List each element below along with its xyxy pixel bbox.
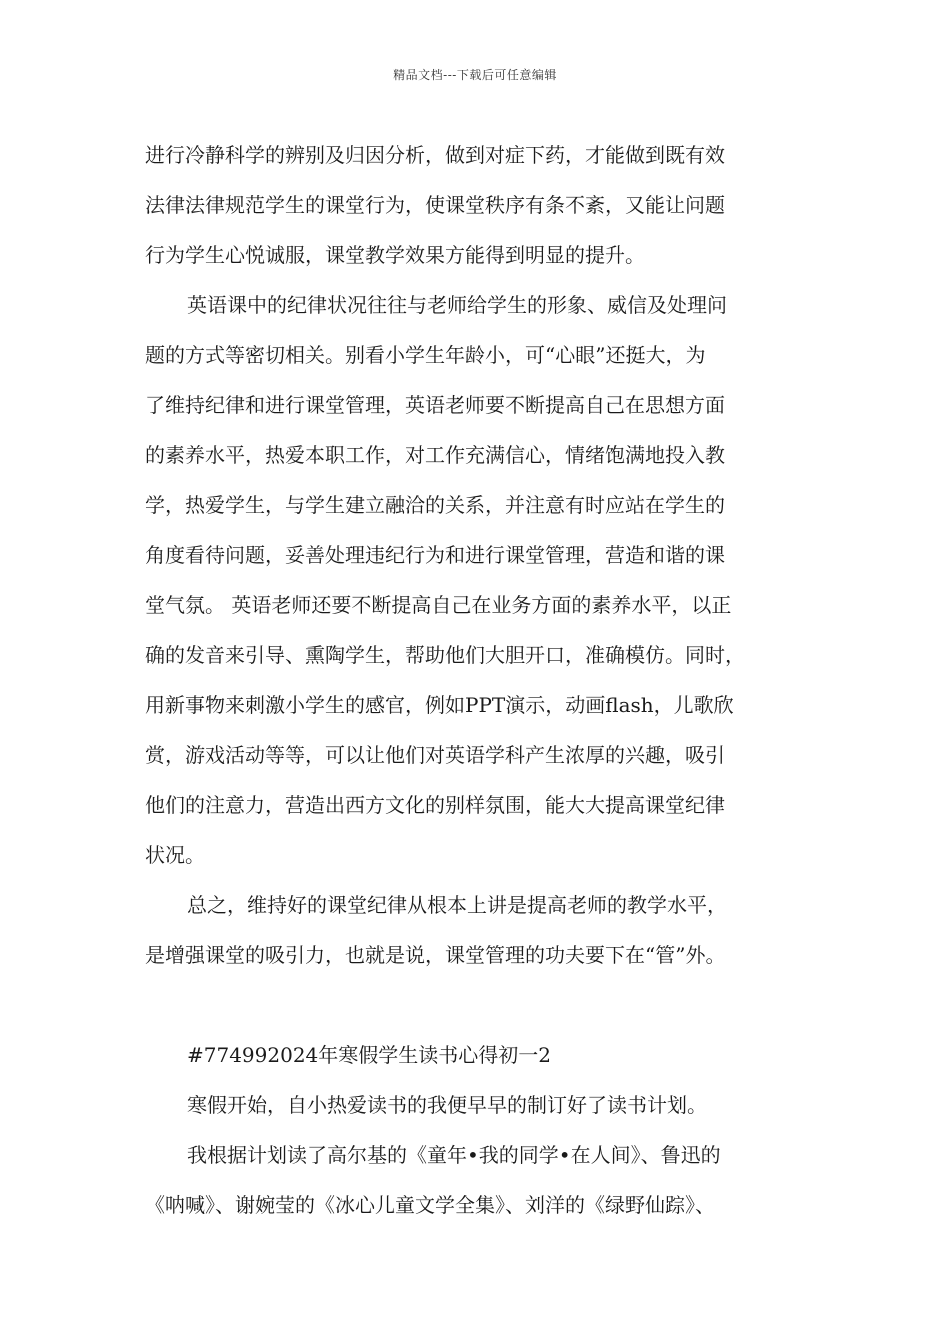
text-line: 角度看待问题，妥善处理违纪行为和进行课堂管理，营造和谐的课: [145, 543, 725, 567]
text-line: 学，热爱学生，与学生建立融洽的关系，并注意有时应站在学生的: [145, 493, 725, 517]
paragraph-spacer: [145, 980, 825, 1030]
text-line: 了维持纪律和进行课堂管理，英语老师要不断提高自己在思想方面: [145, 393, 725, 417]
text-line: 是增强课堂的吸引力，也就是说，课堂管理的功夫要下在“管”外。: [145, 943, 726, 967]
text-line: 题的方式等密切相关。别看小学生年龄小，可“心眼”还挺大，为: [145, 343, 706, 367]
text-line: 赏，游戏活动等等，可以让他们对英语学科产生浓厚的兴趣，吸引: [145, 743, 725, 767]
paragraph: [145, 1130, 825, 1230]
text-line: 行为学生心悦诚服，课堂教学效果方能得到明显的提升。: [145, 243, 645, 267]
text-line: 堂气氛。 英语老师还要不断提高自己在业务方面的素养水平，以正: [145, 593, 732, 617]
paragraph: [145, 130, 825, 280]
paragraph: [145, 280, 825, 880]
text-line: 法律法律规范学生的课堂行为，使课堂秩序有条不紊，又能让问题: [145, 193, 725, 217]
text-line: 他们的注意力，营造出西方文化的别样氛围，能大大提高课堂纪律: [145, 793, 725, 817]
document-body: [145, 130, 825, 1230]
paragraph: [145, 1080, 825, 1130]
text-line: 总之，维持好的课堂纪律从根本上讲是提高老师的教学水平，: [187, 893, 727, 917]
text-line: 用新事物来刺激小学生的感官，例如PPT演示，动画flash，儿歌欣: [145, 693, 734, 717]
text-line: 英语课中的纪律状况往往与老师给学生的形象、威信及处理问: [187, 293, 727, 317]
section-heading: #774992024年寒假学生读书心得初一2: [187, 1043, 552, 1067]
text-line: 《呐喊》、谢婉莹的《冰心儿童文学全集》、刘洋的《绿野仙踪》、: [145, 1193, 715, 1217]
paragraph: [145, 880, 825, 980]
page-header: 精品文档---下载后可任意编辑: [393, 68, 557, 82]
text-line: 确的发音来引导、熏陶学生，帮助他们大胆开口，准确模仿。同时，: [145, 643, 745, 667]
text-line: 状况。: [145, 843, 205, 867]
text-line: 我根据计划读了高尔基的《童年•我的同学•在人间》、鲁迅的: [187, 1143, 721, 1167]
text-line: 的素养水平，热爱本职工作，对工作充满信心，情绪饱满地投入教: [145, 443, 725, 467]
text-line: 寒假开始，自小热爱读书的我便早早的制订好了读书计划。: [187, 1093, 707, 1117]
text-line: 进行冷静科学的辨别及归因分析，做到对症下药，才能做到既有效: [145, 143, 725, 167]
